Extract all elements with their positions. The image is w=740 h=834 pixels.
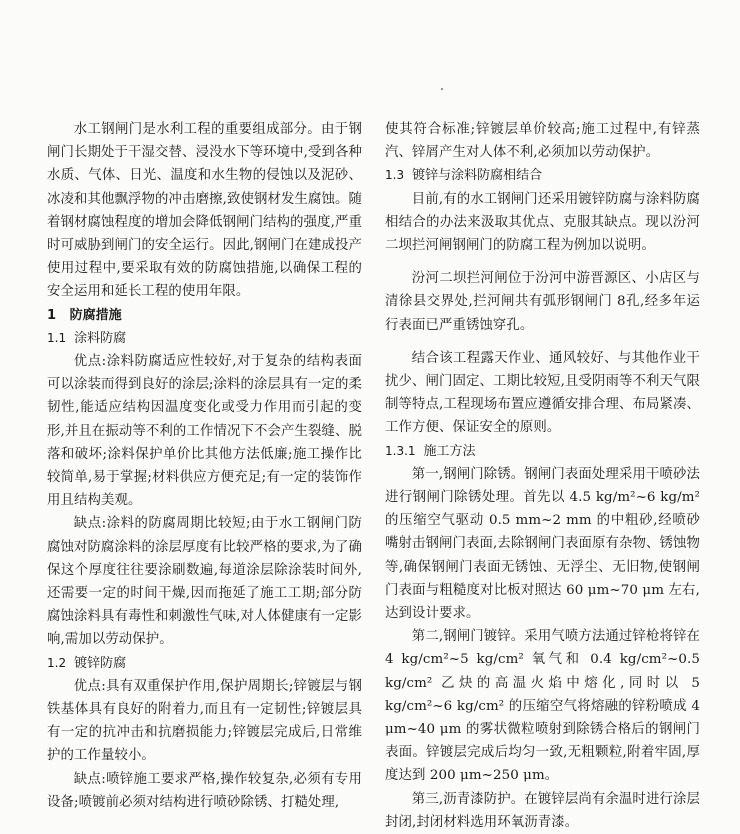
coating-advantages-paragraph: 优点:涂料防腐适应性较好,对于复杂的结构表面可以涂装而得到良好的涂层;涂料的涂层具有一定的柔韧性,能适应结构因温度变化或受力作用而引起的变形,并且在振动等不利的工作情况下不会产生裂缝、脱落和破坏;涂料保护单价比其他方法低廉;施工操作比较简单,易于掌握;材料供应方便充足;有一定的装饰作用且结构美观。 (47, 354, 362, 509)
subsection-1-1-title: 涂料防腐 (74, 330, 127, 346)
zinc-advantages-paragraph: 优点:具有双重保护作用,保护周期长;锌镀层与钢铁基体具有良好的附着力,而且有一定韧性;锌镀层具有一定的抗冲击和抗磨损能力;锌镀层完成后,日常维护的工作量较小。 (47, 678, 362, 764)
step-3-asphalt-paragraph: 第三,沥青漆防护。在镀锌层尚有余温时进行涂层封闭,封闭材料选用环氧沥青漆。 (385, 791, 700, 830)
subsection-1-1-heading (47, 327, 362, 350)
coating-disadvantages-paragraph: 缺点:涂料的防腐周期比较短;由于水工钢闸门防腐蚀对防腐涂料的涂层厚度有比较严格的要求,为了确保这个厚度往往要涂刷数遍,每道涂层除涂装时间外,还需要一定的时间干燥,因而拖延了施工工期;部分防腐蚀涂料具有毒性和刺激性气味,对人体健康有一定影响,需加以劳动保护。 (47, 516, 362, 648)
combined-method-paragraph: 目前,有的水工钢闸门还采用镀锌防腐与涂料防腐相结合的办法来汲取其优点、克服其缺点。现以汾河二坝拦河闸钢闸门的防腐工程为例加以说明。 (385, 191, 700, 254)
paragraph-gap (385, 337, 700, 347)
speck-mark (441, 88, 443, 90)
subsection-1-2-heading (47, 652, 362, 675)
subsection-1-1-number: 1.1 (47, 330, 67, 345)
step-2-galvanizing-paragraph: 第二,钢闸门镀锌。采用气喷方法通过锌枪将锌在 4 kg/cm²~5 kg/cm² 氧气和 0.4 kg/cm²~0.5 kg/cm² 乙炔的高温火焰中熔化,同时以 5 kg/cm²~6 kg/cm² 的压缩空气将熔融的锌粉喷成 4 μm~40 μm 的雾状微粒喷射到除锈合格后的钢闸门表面。锌镀层完成后均匀一致,无粗颗粒,附着牢固,厚度达到 200 μm~250 μm。 (385, 629, 700, 784)
subsection-1-2-title: 镀锌防腐 (74, 655, 127, 671)
paragraph-gap (385, 257, 700, 267)
section-1-title: 防腐措施 (69, 307, 122, 323)
subsection-1-3-heading (385, 164, 700, 187)
section-1-number: 1 (47, 307, 57, 323)
site-conditions-paragraph: 结合该工程露天作业、通风较好、与其他作业干扰少、闸门固定、工期比较短,且受阴雨等不利天气限制等特点,工程现场布置应遵循安排合理、布局紧凑、工作方便、保证安全的原则。 (385, 350, 700, 436)
step-1-derusting-paragraph: 第一,钢闸门除锈。钢闸门表面处理采用干喷砂法进行钢闸门除锈处理。首先以 4.5 kg/m²~6 kg/m² 的压缩空气驱动 0.5 mm~2 mm 的中粗砂,经喷砂嘴射击钢闸门表面,去除钢闸门表面原有杂物、锈蚀物等,确保钢闸门表面无锈蚀、无浮尘、无旧物,使钢闸门表面与粗糙度对比板对照达 60 μm~70 μm 左右,达到设计要求。 (385, 466, 700, 622)
subsection-1-3-1-number: 1.3.1 (385, 443, 416, 458)
subsection-1-3-number: 1.3 (385, 168, 405, 183)
subsection-1-3-1-heading (385, 440, 700, 463)
section-1-heading (47, 304, 362, 327)
subsection-1-2-number: 1.2 (47, 655, 67, 670)
intro-paragraph: 水工钢闸门是水利工程的重要组成部分。由于钢闸门长期处于干湿交替、浸没水下等环境中,受到各种水质、气体、日光、温度和水生物的侵蚀以及泥砂、冰凌和其他飘浮物的冲击磨擦,致使钢材发生腐蚀。随着钢材腐蚀程度的增加会降低钢闸门结构的强度,严重时可威胁到闸门的安全运行。因此,钢闸门在建成投产使用过程中,要采取有效的防腐蚀措施,以确保工程的安全运用和延长工程的使用年限。 (47, 122, 362, 300)
zinc-disadvantages-paragraph: 缺点:喷锌施工要求严格,操作较复杂,必须有专用设备;喷镀前必须对结构进行喷砂除锈、打糙处理, (47, 771, 362, 810)
continued-paragraph: 使其符合标准;锌镀层单价较高;施工过程中,有锌蒸汽、锌屑产生对人体不利,必须加以劳动保护。 (385, 122, 700, 161)
subsection-1-3-title: 镀锌与涂料防腐相结合 (412, 168, 543, 184)
right-column (385, 118, 700, 834)
subsection-1-3-1-title: 施工方法 (423, 443, 476, 459)
left-column (47, 118, 362, 814)
project-location-paragraph: 汾河二坝拦河闸位于汾河中游晋源区、小店区与清徐县交界处,拦河闸共有弧形钢闸门 8孔,经多年运行表面已严重锈蚀穿孔。 (385, 271, 700, 333)
